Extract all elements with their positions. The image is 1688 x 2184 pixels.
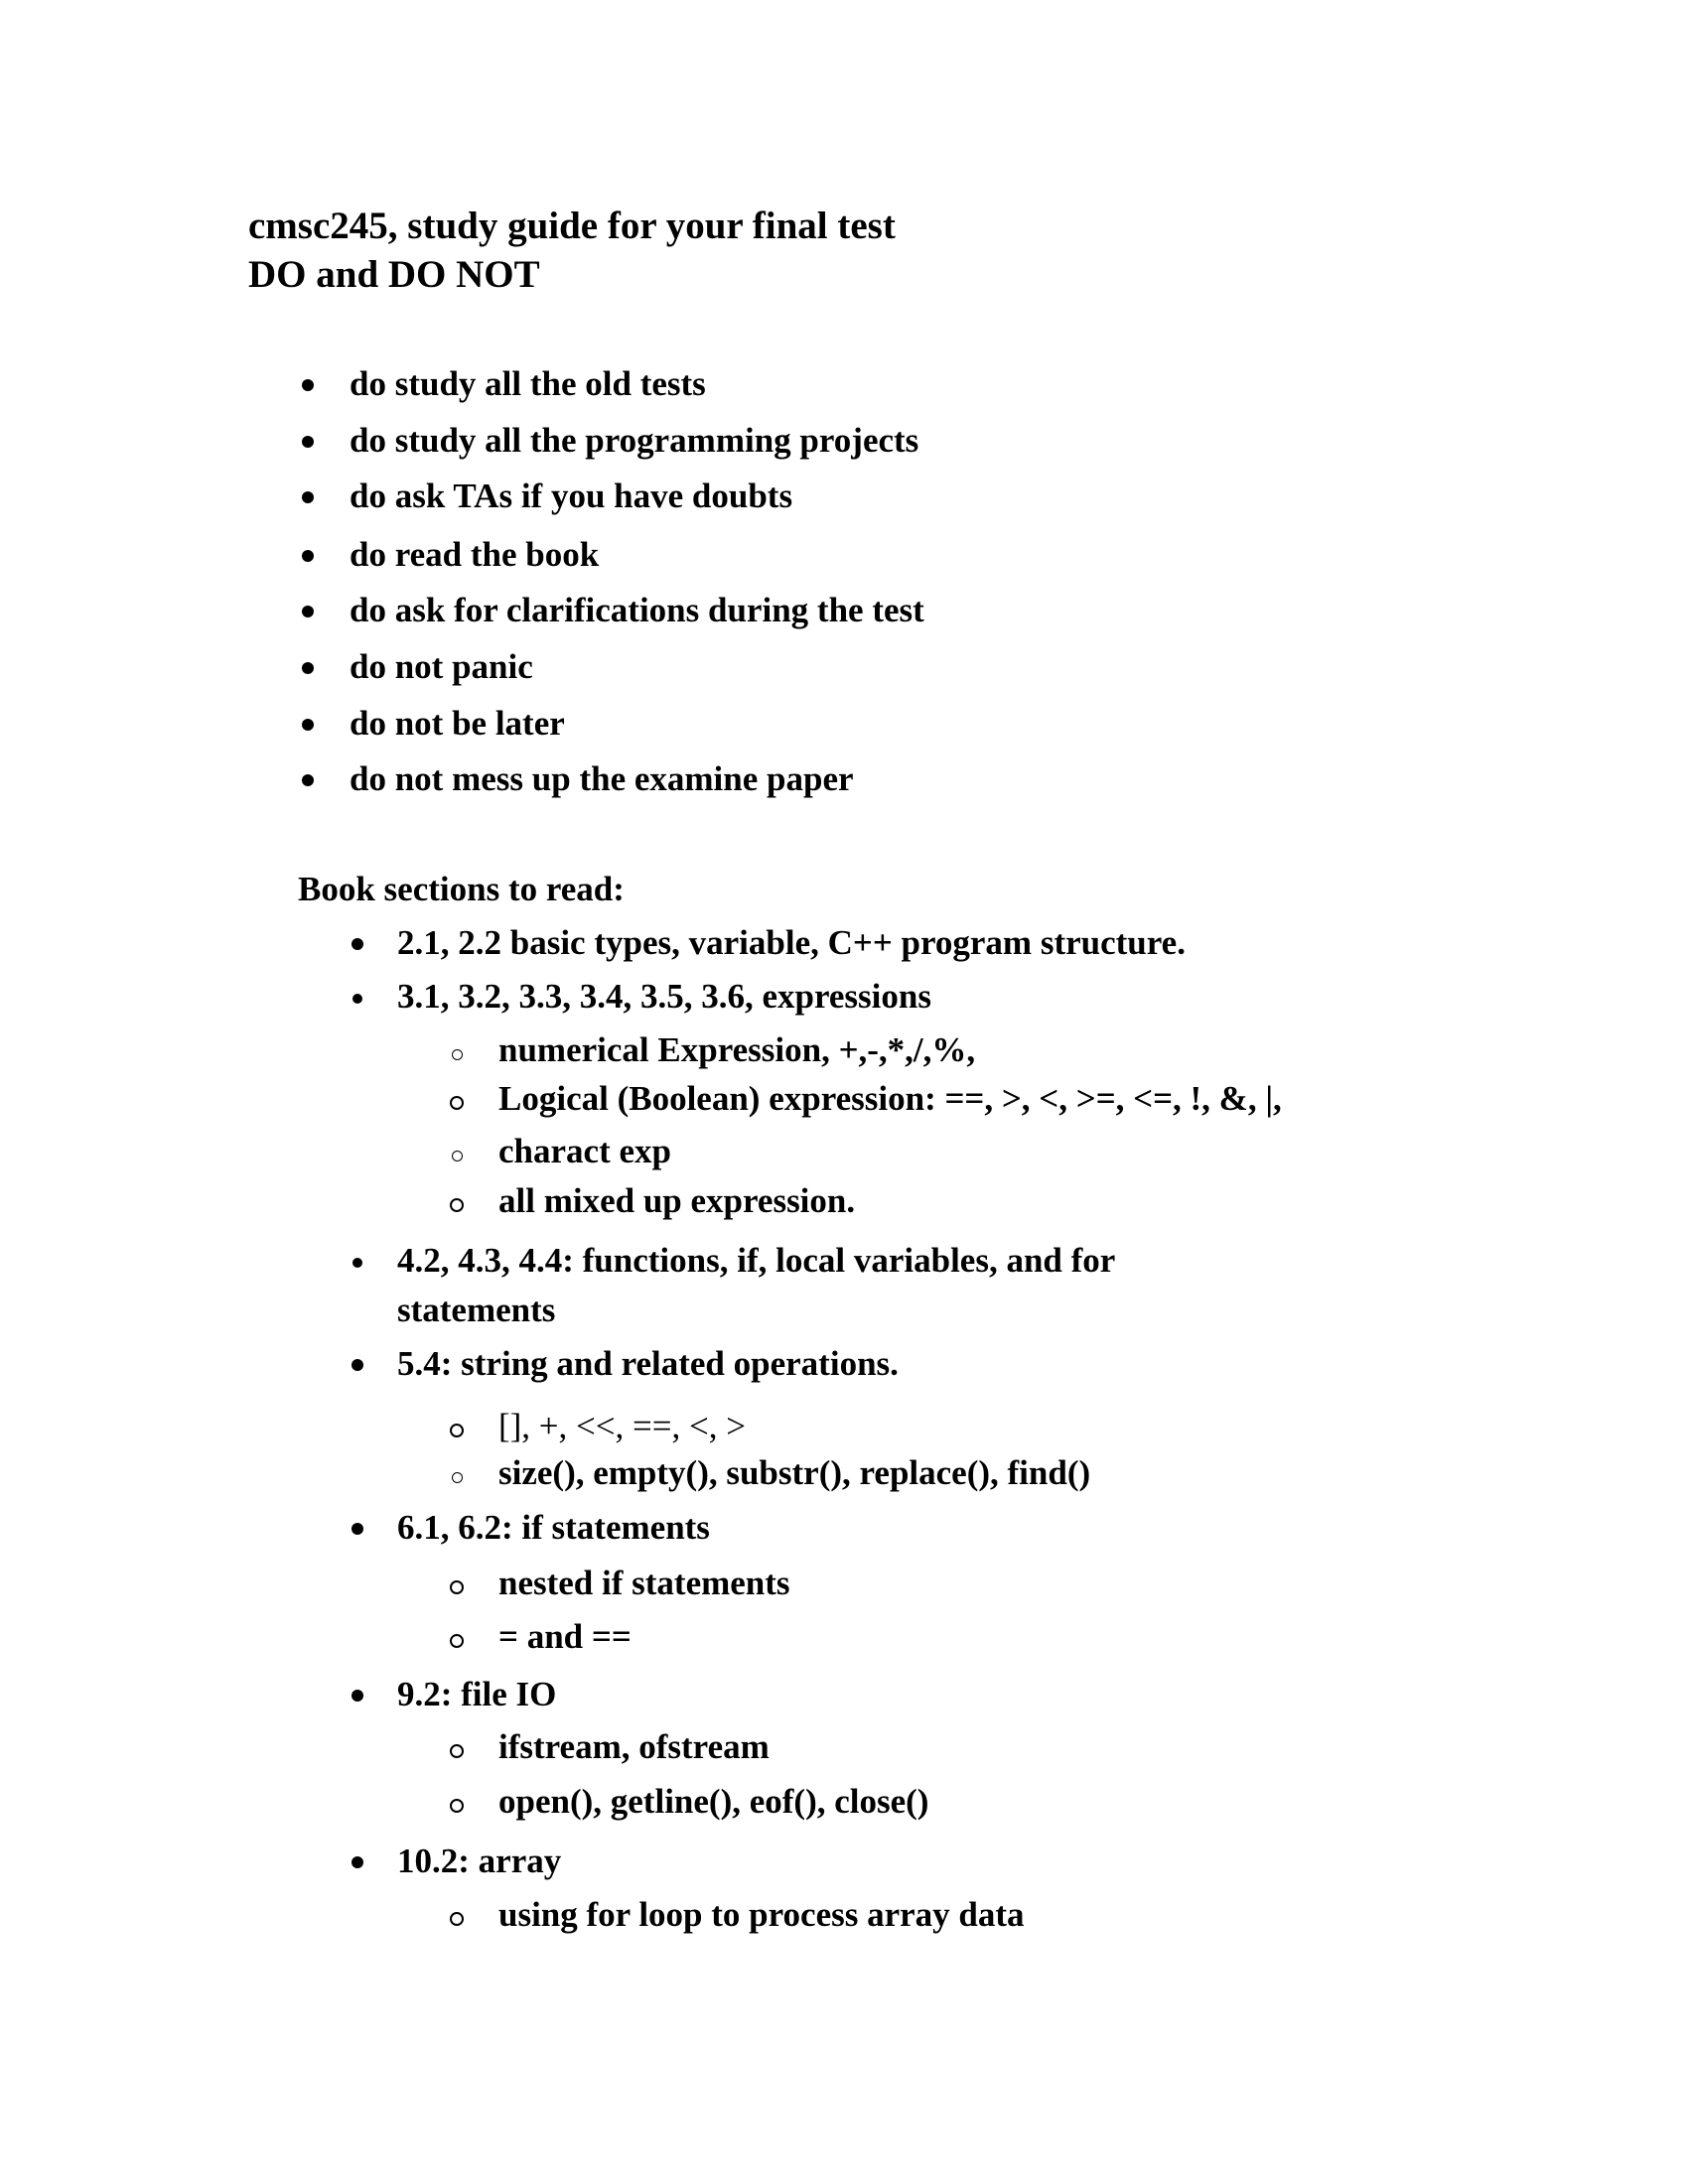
section-item: 2.1, 2.2 basic types, variable, C++ program structure. (397, 923, 1186, 962)
list-item: do not panic (350, 647, 533, 686)
bullet-icon (302, 436, 314, 448)
book-sections-heading: Book sections to read: (298, 870, 625, 908)
circle-bullet-icon (452, 1151, 463, 1161)
bullet-icon (302, 719, 314, 731)
bullet-icon (352, 1856, 363, 1868)
bullet-icon (352, 1359, 363, 1371)
subsection-item: ifstream, ofstream (498, 1727, 770, 1766)
subsection-item: = and == (498, 1617, 632, 1656)
list-item: do study all the programming projects (350, 421, 919, 460)
subsection-item: nested if statements (498, 1564, 790, 1602)
bullet-icon (302, 379, 314, 391)
section-item: 6.1, 6.2: if statements (397, 1508, 710, 1547)
bullet-icon (302, 550, 314, 562)
subsection-item: charact exp (498, 1132, 671, 1170)
section-item: 4.2, 4.3, 4.4: functions, if, local variables, and for (397, 1241, 1116, 1280)
subsection-item: numerical Expression, +,-,*,/,%, (498, 1030, 976, 1069)
bullet-icon (352, 938, 363, 950)
bullet-icon (352, 1258, 362, 1268)
document-title: cmsc245, study guide for your final test (248, 205, 896, 247)
subsection-item: Logical (Boolean) expression: ==, >, <, >=, <=, !, &, |, (498, 1079, 1282, 1118)
circle-bullet-icon (450, 1198, 464, 1212)
list-item: do study all the old tests (350, 364, 706, 403)
circle-bullet-icon (450, 1799, 464, 1813)
circle-bullet-icon (450, 1634, 464, 1648)
section-item: 10.2: array (397, 1842, 562, 1880)
circle-bullet-icon (450, 1744, 464, 1758)
circle-bullet-icon (452, 1472, 463, 1483)
subsection-item: size(), empty(), substr(), replace(), find() (498, 1453, 1091, 1492)
document-subtitle: DO and DO NOT (248, 253, 540, 296)
section-item: 9.2: file IO (397, 1675, 557, 1713)
subsection-item: open(), getline(), eof(), close() (498, 1782, 929, 1821)
bullet-icon (352, 1690, 363, 1702)
list-item: do not mess up the examine paper (350, 759, 854, 798)
list-item: do not be later (350, 704, 565, 743)
section-item: 5.4: string and related operations. (397, 1344, 899, 1383)
circle-bullet-icon (450, 1912, 464, 1926)
bullet-icon (302, 491, 314, 503)
bullet-icon (352, 1523, 363, 1535)
list-item: do read the book (350, 535, 600, 574)
subsection-item: [], +, <<, ==, <, > (498, 1407, 746, 1445)
bullet-icon (302, 662, 314, 674)
circle-bullet-icon (452, 1049, 463, 1060)
bullet-icon (302, 606, 314, 617)
bullet-icon (352, 994, 362, 1004)
bullet-icon (302, 774, 314, 786)
section-item: 3.1, 3.2, 3.3, 3.4, 3.5, 3.6, expressions (397, 977, 931, 1016)
list-item: do ask TAs if you have doubts (350, 477, 793, 515)
circle-bullet-icon (450, 1096, 464, 1110)
list-item: do ask for clarifications during the test (350, 591, 924, 629)
section-item-continuation: statements (397, 1291, 556, 1329)
subsection-item: using for loop to process array data (498, 1895, 1025, 1934)
subsection-item: all mixed up expression. (498, 1181, 856, 1220)
circle-bullet-icon (450, 1580, 464, 1594)
circle-bullet-icon (450, 1424, 464, 1437)
